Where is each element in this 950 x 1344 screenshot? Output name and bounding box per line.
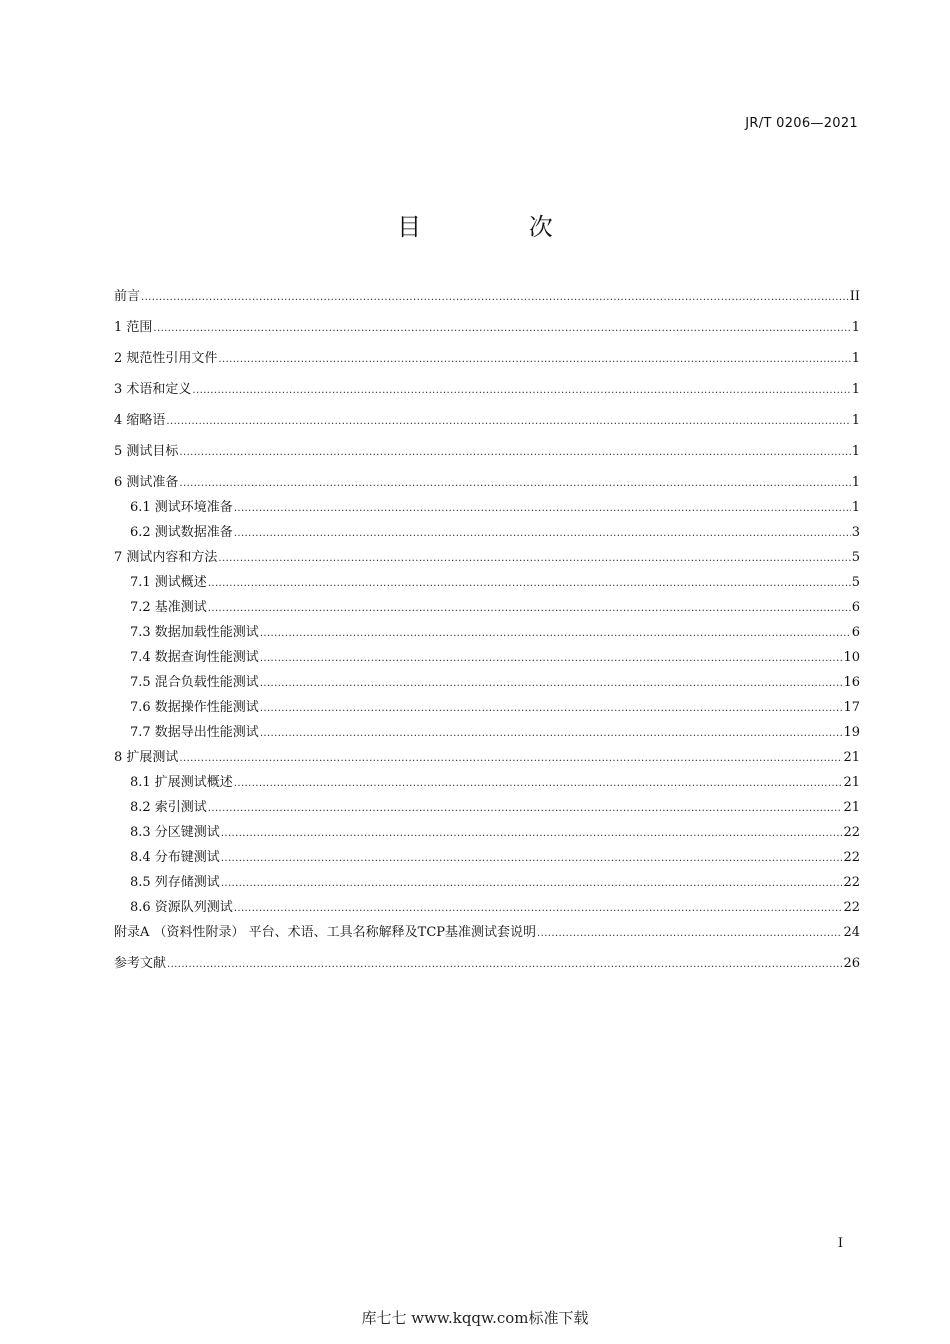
- toc-leader-dots: [260, 698, 843, 719]
- toc-entry-page: 1: [851, 500, 860, 515]
- toc-entry[interactable]: [114, 318, 860, 349]
- toc-leader-dots: [141, 287, 849, 308]
- toc-leader-dots: [218, 548, 850, 569]
- toc-subentry[interactable]: [114, 848, 860, 873]
- toc-entry-page: 1: [851, 351, 860, 366]
- toc-leader-dots: [234, 498, 851, 519]
- toc-entry-page: 21: [843, 750, 860, 765]
- toc-entry-page: 22: [843, 825, 860, 840]
- toc-subentry[interactable]: [114, 798, 860, 823]
- toc-entry-page: 1: [851, 320, 860, 335]
- toc-leader-dots: [537, 923, 842, 944]
- toc-leader-dots: [208, 573, 851, 594]
- toc-entry[interactable]: [114, 442, 860, 473]
- toc-entry-page: 19: [843, 725, 860, 740]
- page-number: I: [837, 1236, 843, 1251]
- toc-leader-dots: [166, 411, 850, 432]
- toc-entry-page: 22: [843, 850, 860, 865]
- toc-entry-label: 8.5 列存储测试: [130, 875, 220, 890]
- toc-entry-page: 26: [843, 956, 860, 971]
- toc-subentry[interactable]: [114, 523, 860, 548]
- toc-entry-label: 8.3 分区键测试: [130, 825, 220, 840]
- toc-entry-page: 24: [843, 925, 860, 940]
- toc-leader-dots: [208, 598, 851, 619]
- toc-entry[interactable]: [114, 411, 860, 442]
- toc-subentry[interactable]: [114, 673, 860, 698]
- toc-leader-dots: [179, 748, 842, 769]
- toc-entry-label: 5 测试目标: [114, 444, 179, 459]
- toc-entry-page: 10: [843, 650, 860, 665]
- toc-entry-label: 8 扩展测试: [114, 750, 179, 765]
- toc-leader-dots: [234, 523, 851, 544]
- toc-leader-dots: [260, 723, 843, 744]
- toc-entry-label: 3 术语和定义: [114, 382, 192, 397]
- toc-subentry[interactable]: [114, 498, 860, 523]
- toc-leader-dots: [221, 873, 843, 894]
- toc-entry-page: 3: [851, 525, 860, 540]
- toc-subentry[interactable]: [114, 598, 860, 623]
- toc-entry-label: 附录A （资料性附录） 平台、术语、工具名称解释及TCP基准测试套说明: [114, 925, 537, 940]
- toc-entry-page: 1: [851, 382, 860, 397]
- toc-entry-label: 8.1 扩展测试概述: [130, 775, 233, 790]
- toc-subentry[interactable]: [114, 898, 860, 923]
- toc-entry-page: 21: [843, 800, 860, 815]
- toc-entry-label: 7.4 数据查询性能测试: [130, 650, 259, 665]
- toc-entry-label: 7 测试内容和方法: [114, 550, 218, 565]
- toc-subentry[interactable]: [114, 823, 860, 848]
- toc-entry-label: 参考文献: [114, 956, 167, 971]
- toc-entry-page: 5: [851, 550, 860, 565]
- toc-leader-dots: [167, 954, 842, 975]
- toc-entry-label: 6.2 测试数据准备: [130, 525, 233, 540]
- toc-entry-page: 22: [843, 900, 860, 915]
- toc-leader-dots: [179, 442, 850, 463]
- toc-leader-dots: [221, 848, 843, 869]
- toc-leader-dots: [153, 318, 850, 339]
- toc-entry-page: 21: [843, 775, 860, 790]
- toc-subentry[interactable]: [114, 623, 860, 648]
- toc-subentry[interactable]: [114, 573, 860, 598]
- page-title: 目 次: [397, 213, 603, 241]
- toc-subentry[interactable]: [114, 698, 860, 723]
- toc-entry-label: 7.7 数据导出性能测试: [130, 725, 259, 740]
- toc-subentry[interactable]: [114, 723, 860, 748]
- toc-entry[interactable]: [114, 954, 860, 985]
- toc-entry-page: 6: [851, 625, 860, 640]
- toc-entry-page: 16: [843, 675, 860, 690]
- toc-leader-dots: [260, 623, 851, 644]
- toc-leader-dots: [234, 773, 843, 794]
- toc-entry-label: 7.3 数据加载性能测试: [130, 625, 259, 640]
- toc-entry-label: 8.2 索引测试: [130, 800, 207, 815]
- toc-entry-label: 7.2 基准测试: [130, 600, 207, 615]
- toc-entry-label: 7.6 数据操作性能测试: [130, 700, 259, 715]
- toc-leader-dots: [179, 473, 850, 494]
- table-of-contents: [114, 287, 860, 985]
- toc-leader-dots: [260, 673, 843, 694]
- toc-entry-page: 1: [851, 413, 860, 428]
- toc-entry-page: 5: [851, 575, 860, 590]
- toc-entry-label: 前言: [114, 289, 141, 304]
- toc-entry-label: 2 规范性引用文件: [114, 351, 218, 366]
- toc-entry-label: 7.5 混合负载性能测试: [130, 675, 259, 690]
- standard-code: JR/T 0206—2021: [745, 116, 858, 131]
- toc-subentry[interactable]: [114, 648, 860, 673]
- toc-entry-page: II: [849, 289, 860, 304]
- toc-entry-page: 22: [843, 875, 860, 890]
- toc-entry[interactable]: [114, 287, 860, 318]
- toc-entry-label: 7.1 测试概述: [130, 575, 207, 590]
- toc-entry-label: 8.4 分布键测试: [130, 850, 220, 865]
- toc-entry[interactable]: [114, 923, 860, 954]
- toc-entry-page: 17: [843, 700, 860, 715]
- toc-leader-dots: [192, 380, 850, 401]
- toc-entry-label: 8.6 资源队列测试: [130, 900, 233, 915]
- toc-entry-page: 1: [851, 475, 860, 490]
- footer-watermark: 库七七 www.kqqw.com标准下载: [361, 1309, 589, 1327]
- toc-subentry[interactable]: [114, 773, 860, 798]
- toc-leader-dots: [208, 798, 843, 819]
- toc-leader-dots: [260, 648, 843, 669]
- toc-leader-dots: [234, 898, 843, 919]
- toc-leader-dots: [221, 823, 843, 844]
- toc-entry-label: 4 缩略语: [114, 413, 166, 428]
- toc-entry-label: 6 测试准备: [114, 475, 179, 490]
- toc-entry-label: 1 范围: [114, 320, 153, 335]
- toc-entry-page: 1: [851, 444, 860, 459]
- toc-entry-label: 6.1 测试环境准备: [130, 500, 233, 515]
- toc-subentry[interactable]: [114, 873, 860, 898]
- toc-entry[interactable]: [114, 349, 860, 380]
- toc-leader-dots: [218, 349, 850, 370]
- toc-entry[interactable]: [114, 380, 860, 411]
- toc-entry-page: 6: [851, 600, 860, 615]
